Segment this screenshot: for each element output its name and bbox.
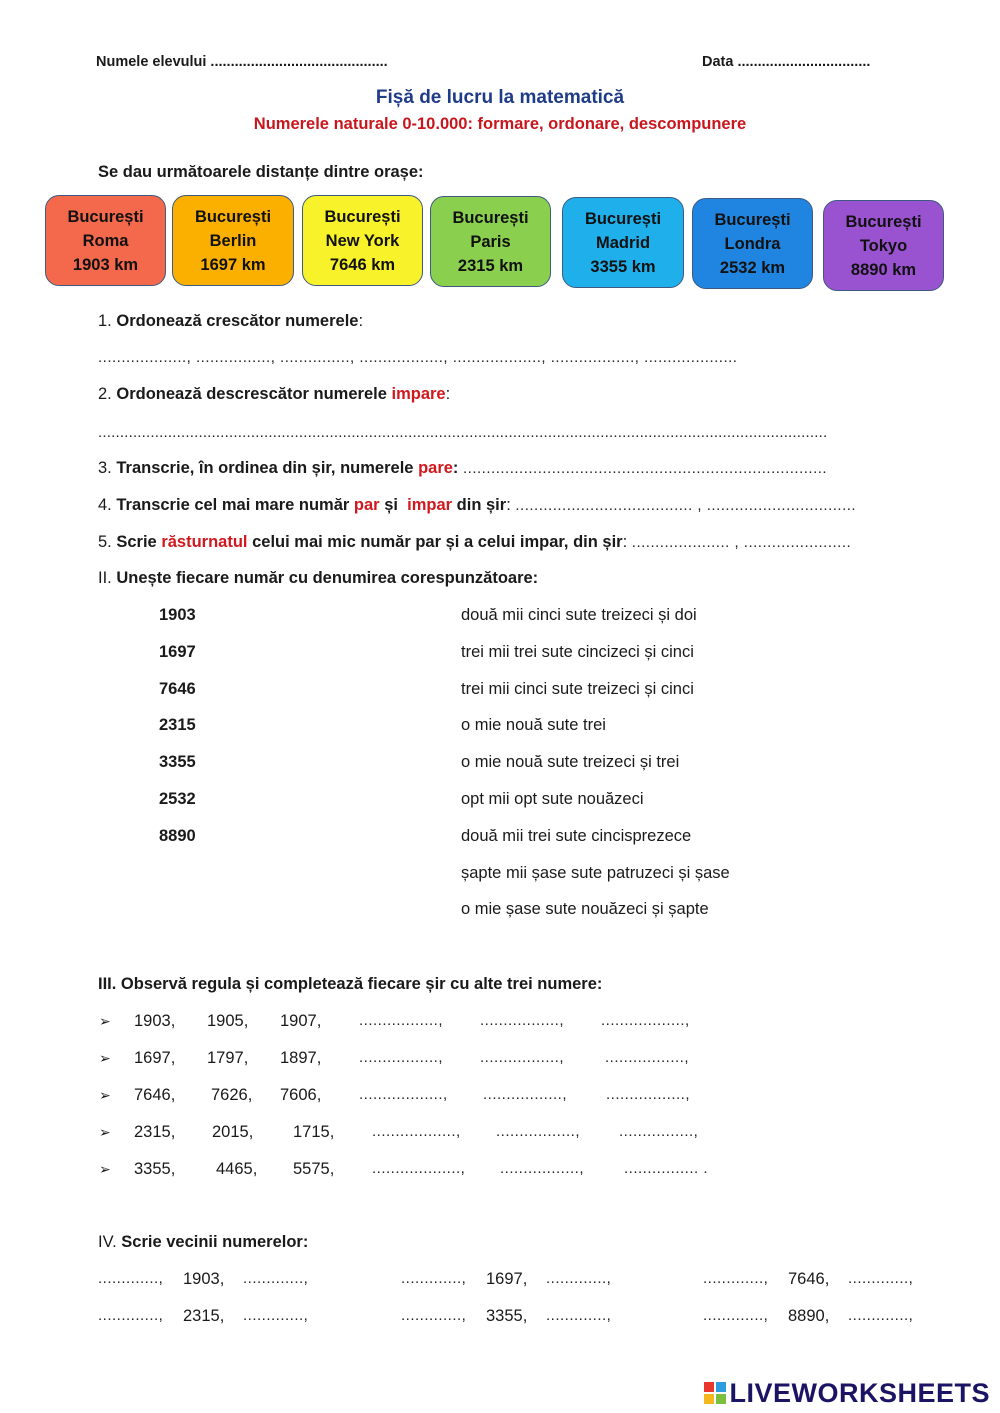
neighbor-number: 3355, bbox=[486, 1307, 528, 1325]
neighbor-blank-left[interactable]: ............., bbox=[703, 1307, 769, 1324]
sequence-number: 1903, bbox=[134, 1012, 176, 1030]
section-3-heading: III. Observă regula și completează fiecare șir cu alte trei numere: bbox=[98, 975, 603, 993]
sequence-number: 7646, bbox=[134, 1086, 176, 1104]
arrow-bullet-icon: ➢ bbox=[99, 1087, 111, 1103]
sequence-number: 1797, bbox=[207, 1049, 249, 1067]
sequence-blank[interactable]: ................., bbox=[496, 1123, 581, 1140]
sequence-number: 7606, bbox=[280, 1086, 322, 1104]
section-2-heading: II. Unește fiecare număr cu denumirea corespunzătoare: bbox=[98, 569, 539, 587]
card-destination: Tokyo bbox=[859, 237, 908, 255]
neighbor-blank-left[interactable]: ............., bbox=[98, 1307, 164, 1324]
sequence-blank[interactable]: ................., bbox=[606, 1086, 691, 1103]
neighbor-blank-right[interactable]: ............., bbox=[848, 1270, 914, 1287]
number-item[interactable]: 1903 bbox=[159, 606, 196, 624]
number-item[interactable]: 2315 bbox=[159, 716, 196, 735]
name-item[interactable]: două mii trei sute cincisprezece bbox=[461, 826, 692, 845]
student-name-field: Numele elevului ............................................ bbox=[96, 54, 388, 70]
sequence-blank[interactable]: ................ . bbox=[624, 1160, 709, 1177]
city-card bbox=[430, 196, 551, 287]
sequence-number: 3355, bbox=[134, 1160, 176, 1178]
sequence-number: 1907, bbox=[280, 1012, 322, 1030]
sequence-blank[interactable]: ................., bbox=[359, 1049, 444, 1066]
date-field: Data ................................. bbox=[702, 54, 871, 70]
neighbor-number: 7646, bbox=[788, 1270, 830, 1288]
card-origin: București bbox=[584, 210, 662, 228]
answer-line-2[interactable]: ....................................................................................................................................................................... bbox=[98, 424, 828, 441]
number-item[interactable]: 3355 bbox=[159, 753, 196, 772]
city-card bbox=[172, 195, 294, 286]
name-item[interactable]: o mie șase sute nouăzeci și șapte bbox=[461, 900, 709, 919]
arrow-bullet-icon: ➢ bbox=[99, 1124, 111, 1140]
sequence-number: 5575, bbox=[293, 1160, 335, 1178]
neighbor-number: 2315, bbox=[183, 1307, 225, 1325]
card-destination: Berlin bbox=[209, 232, 257, 250]
sequence-blank[interactable]: ................., bbox=[359, 1012, 444, 1029]
sequence-number: 2015, bbox=[212, 1123, 254, 1141]
city-card bbox=[45, 195, 166, 286]
name-item[interactable]: șapte mii șase sute patruzeci și șase bbox=[461, 863, 730, 882]
sequence-blank[interactable]: .................., bbox=[601, 1012, 690, 1029]
sequence-blank[interactable]: ................., bbox=[480, 1012, 565, 1029]
arrow-bullet-icon: ➢ bbox=[99, 1013, 111, 1029]
arrow-bullet-icon: ➢ bbox=[99, 1050, 111, 1066]
city-card bbox=[562, 197, 684, 288]
neighbor-blank-right[interactable]: ............., bbox=[243, 1270, 309, 1287]
card-distance: 7646 km bbox=[329, 256, 396, 274]
number-item[interactable]: 2532 bbox=[159, 790, 196, 808]
answer-line-5[interactable]: ..................... , ....................... bbox=[631, 534, 852, 551]
answer-line-1[interactable]: ..................., ................, ..............., .................., ..................., .................., .................... bbox=[98, 349, 738, 366]
question-3: 3. Transcrie, în ordinea din șir, numerele pare: .............................................................................. bbox=[98, 459, 828, 477]
neighbor-number: 1903, bbox=[183, 1270, 225, 1288]
number-item[interactable]: 7646 bbox=[159, 679, 196, 698]
intro-text: Se dau următoarele distanțe dintre orașe: bbox=[98, 163, 424, 181]
sequence-number: 1905, bbox=[207, 1012, 249, 1030]
card-origin: București bbox=[194, 208, 272, 226]
sequence-blank[interactable]: ..................., bbox=[372, 1160, 466, 1177]
sequence-blank[interactable]: .................., bbox=[359, 1086, 448, 1103]
arrow-bullet-icon: ➢ bbox=[99, 1161, 111, 1177]
card-destination: Roma bbox=[82, 232, 129, 250]
city-card bbox=[692, 198, 813, 289]
neighbor-blank-right[interactable]: ............., bbox=[243, 1307, 309, 1324]
card-distance: 2315 km bbox=[457, 257, 524, 275]
name-item[interactable]: o mie nouă sute trei bbox=[461, 716, 606, 735]
name-item[interactable]: opt mii opt sute nouăzeci bbox=[461, 790, 644, 808]
neighbor-blank-left[interactable]: ............., bbox=[401, 1307, 467, 1324]
answer-line-3[interactable]: .............................................................................. bbox=[463, 460, 828, 477]
answer-line-4[interactable]: ...................................... , ................................ bbox=[515, 497, 857, 514]
neighbor-number: 8890, bbox=[788, 1307, 830, 1325]
card-origin: București bbox=[845, 213, 922, 231]
name-item[interactable]: două mii cinci sute treizeci și doi bbox=[461, 606, 697, 624]
sequence-number: 1897, bbox=[280, 1049, 322, 1067]
sequence-blank[interactable]: ................, bbox=[619, 1123, 699, 1140]
card-distance: 8890 km bbox=[850, 261, 917, 279]
name-item[interactable]: trei mii cinci sute treizeci și cinci bbox=[461, 679, 694, 698]
card-origin: București bbox=[67, 208, 144, 226]
question-4: 4. Transcrie cel mai mare număr par și impar din șir: ...................................... , ................................ bbox=[98, 496, 857, 514]
name-item[interactable]: trei mii trei sute cincizeci și cinci bbox=[461, 642, 694, 661]
card-distance: 1903 km bbox=[72, 256, 139, 274]
sequence-blank[interactable]: ................., bbox=[500, 1160, 585, 1177]
sequence-blank[interactable]: ................., bbox=[480, 1049, 565, 1066]
card-destination: Madrid bbox=[595, 234, 651, 252]
card-destination: Londra bbox=[724, 235, 781, 253]
neighbor-blank-right[interactable]: ............., bbox=[546, 1270, 612, 1287]
page-title: Fișă de lucru la matematică bbox=[375, 87, 625, 108]
sequence-blank[interactable]: .................., bbox=[372, 1123, 461, 1140]
neighbor-blank-left[interactable]: ............., bbox=[401, 1270, 467, 1287]
card-distance: 1697 km bbox=[200, 256, 266, 274]
card-destination: Paris bbox=[470, 233, 511, 251]
name-item[interactable]: o mie nouă sute treizeci și trei bbox=[461, 753, 680, 772]
card-distance: 3355 km bbox=[590, 258, 656, 276]
liveworksheets-logo-icon bbox=[704, 1382, 726, 1404]
card-origin: București bbox=[324, 208, 401, 226]
sequence-number: 1697, bbox=[134, 1049, 176, 1067]
neighbor-number: 1697, bbox=[486, 1270, 528, 1288]
question-5: 5. Scrie răsturnatul celui mai mic număr par și a celui impar, din șir: ..................... , ....................... bbox=[98, 533, 852, 551]
page-subtitle: Numerele naturale 0-10.000: formare, ordonare, descompunere bbox=[253, 115, 747, 133]
question-1: 1. Ordonează crescător numerele: bbox=[98, 312, 364, 330]
number-item[interactable]: 1697 bbox=[159, 642, 196, 661]
sequence-blank[interactable]: ................., bbox=[483, 1086, 568, 1103]
neighbor-blank-left[interactable]: ............., bbox=[98, 1270, 164, 1287]
section-4-heading: IV. Scrie vecinii numerelor: bbox=[98, 1233, 309, 1251]
neighbor-blank-right[interactable]: ............., bbox=[848, 1307, 914, 1324]
sequence-number: 1715, bbox=[293, 1123, 335, 1141]
neighbor-blank-left[interactable]: ............., bbox=[703, 1270, 769, 1287]
card-distance: 2532 km bbox=[719, 259, 786, 277]
sequence-number: 4465, bbox=[216, 1160, 258, 1178]
question-2: 2. Ordonează descrescător numerele impare: bbox=[98, 385, 451, 403]
card-destination: New York bbox=[325, 232, 400, 250]
city-card bbox=[302, 195, 423, 286]
neighbor-blank-right[interactable]: ............., bbox=[546, 1307, 612, 1324]
sequence-number: 7626, bbox=[211, 1086, 253, 1104]
city-card bbox=[823, 200, 944, 291]
sequence-number: 2315, bbox=[134, 1123, 176, 1141]
number-item[interactable]: 8890 bbox=[159, 826, 196, 845]
brand-logo: LIVEWORKSHEETS bbox=[704, 1378, 990, 1409]
card-origin: București bbox=[452, 209, 529, 227]
card-origin: București bbox=[714, 211, 791, 229]
sequence-blank[interactable]: ................., bbox=[605, 1049, 690, 1066]
